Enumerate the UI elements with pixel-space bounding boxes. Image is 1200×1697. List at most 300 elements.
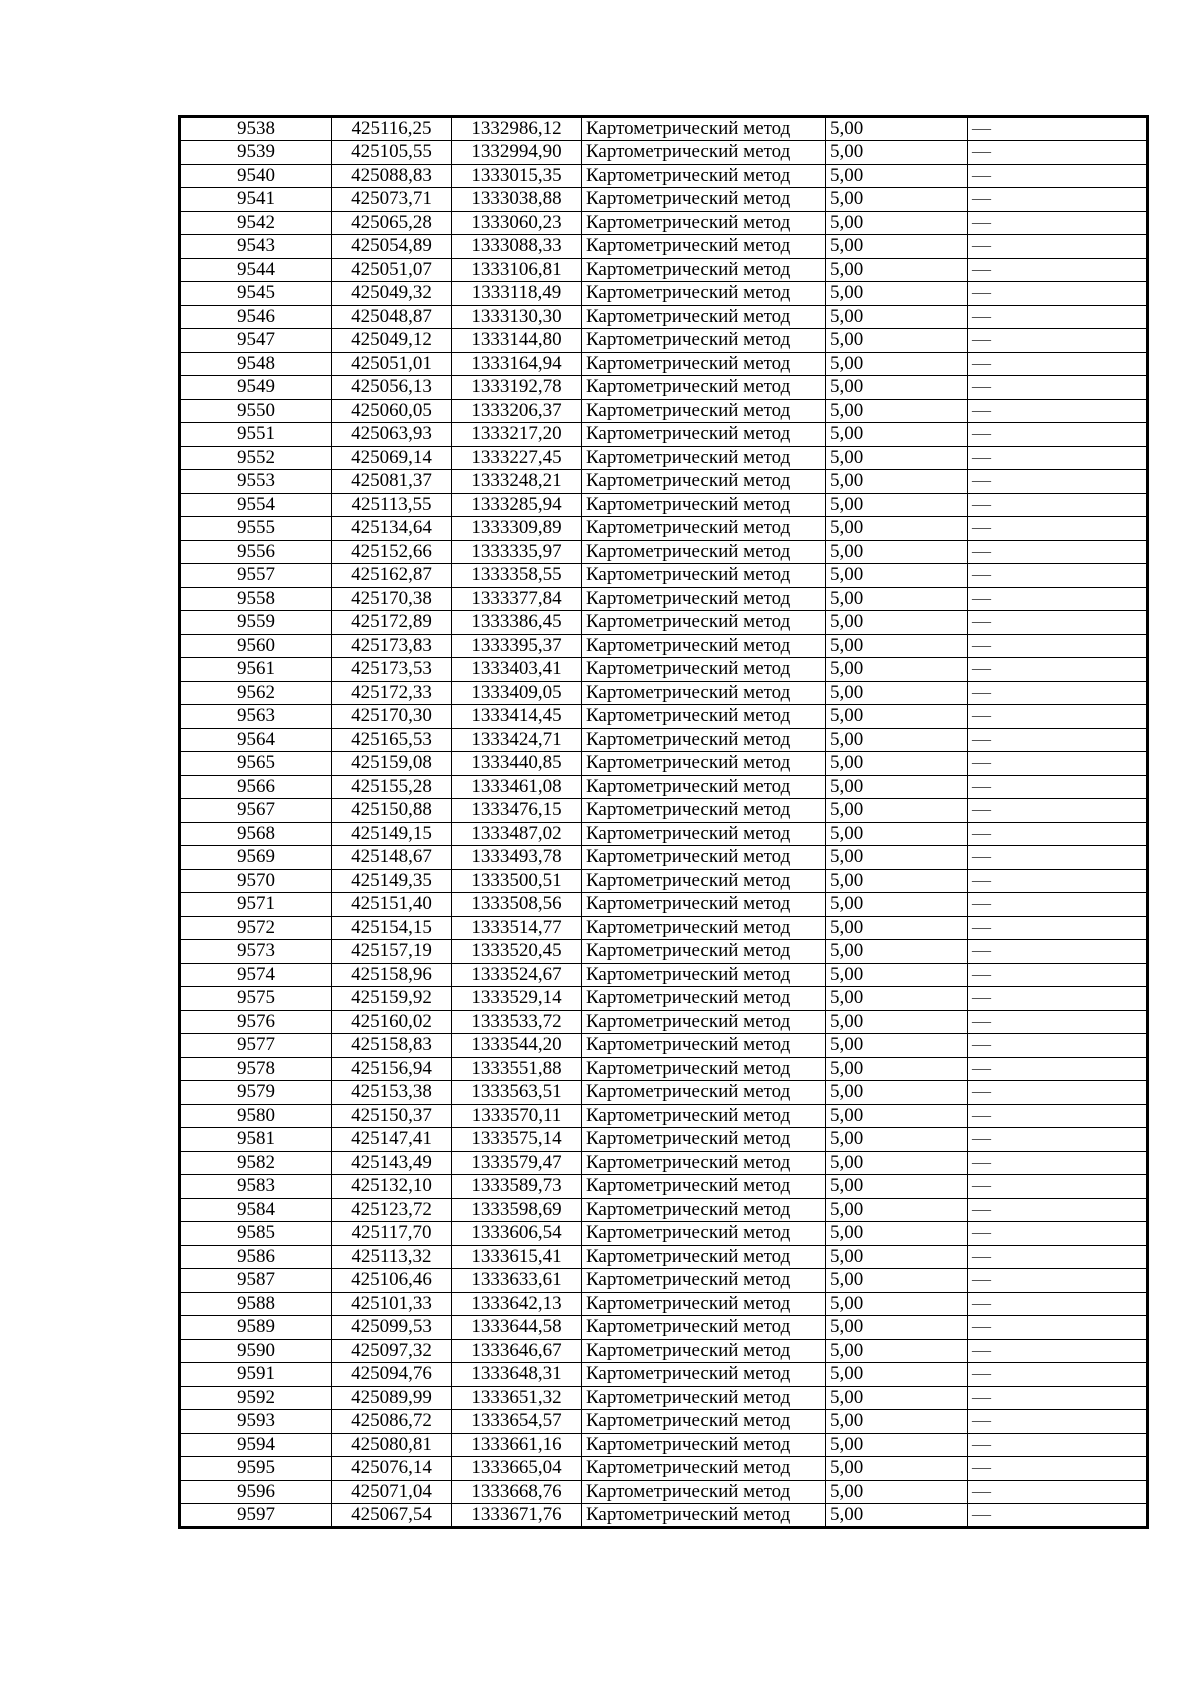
coord-y-cell: 1333395,37 bbox=[452, 634, 582, 658]
note-cell: — bbox=[968, 728, 1148, 752]
table-row bbox=[180, 940, 1148, 964]
note-cell: — bbox=[968, 893, 1148, 917]
table-row bbox=[180, 1034, 1148, 1058]
coord-x-cell: 425063,93 bbox=[332, 423, 452, 447]
error-cell: 5,00 bbox=[826, 1433, 968, 1457]
error-cell: 5,00 bbox=[826, 329, 968, 353]
method-cell: Картометрический метод bbox=[582, 1410, 826, 1434]
method-cell: Картометрический метод bbox=[582, 305, 826, 329]
table-row bbox=[180, 1433, 1148, 1457]
method-cell: Картометрический метод bbox=[582, 446, 826, 470]
error-cell: 5,00 bbox=[826, 1081, 968, 1105]
point-number-cell: 9561 bbox=[180, 658, 332, 682]
error-cell: 5,00 bbox=[826, 893, 968, 917]
coord-x-cell: 425165,53 bbox=[332, 728, 452, 752]
point-number-cell: 9553 bbox=[180, 470, 332, 494]
table-row bbox=[180, 1245, 1148, 1269]
note-cell: — bbox=[968, 634, 1148, 658]
coordinates-table-body bbox=[180, 117, 1148, 1528]
table-row bbox=[180, 493, 1148, 517]
method-cell: Картометрический метод bbox=[582, 1269, 826, 1293]
note-cell: — bbox=[968, 493, 1148, 517]
note-cell: — bbox=[968, 1198, 1148, 1222]
coord-y-cell: 1333118,49 bbox=[452, 282, 582, 306]
note-cell: — bbox=[968, 258, 1148, 282]
error-cell: 5,00 bbox=[826, 517, 968, 541]
error-cell: 5,00 bbox=[826, 611, 968, 635]
method-cell: Картометрический метод bbox=[582, 1057, 826, 1081]
coord-y-cell: 1333615,41 bbox=[452, 1245, 582, 1269]
method-cell: Картометрический метод bbox=[582, 517, 826, 541]
note-cell: — bbox=[968, 752, 1148, 776]
coord-x-cell: 425069,14 bbox=[332, 446, 452, 470]
method-cell: Картометрический метод bbox=[582, 1339, 826, 1363]
method-cell: Картометрический метод bbox=[582, 352, 826, 376]
coord-y-cell: 1333358,55 bbox=[452, 564, 582, 588]
table-row bbox=[180, 846, 1148, 870]
coord-y-cell: 1333648,31 bbox=[452, 1363, 582, 1387]
point-number-cell: 9586 bbox=[180, 1245, 332, 1269]
coord-x-cell: 425048,87 bbox=[332, 305, 452, 329]
note-cell: — bbox=[968, 446, 1148, 470]
coord-y-cell: 1333309,89 bbox=[452, 517, 582, 541]
note-cell: — bbox=[968, 775, 1148, 799]
error-cell: 5,00 bbox=[826, 305, 968, 329]
coord-x-cell: 425094,76 bbox=[332, 1363, 452, 1387]
error-cell: 5,00 bbox=[826, 728, 968, 752]
coord-x-cell: 425159,92 bbox=[332, 987, 452, 1011]
note-cell: — bbox=[968, 1034, 1148, 1058]
error-cell: 5,00 bbox=[826, 188, 968, 212]
method-cell: Картометрический метод bbox=[582, 117, 826, 141]
coord-y-cell: 1333106,81 bbox=[452, 258, 582, 282]
point-number-cell: 9543 bbox=[180, 235, 332, 259]
point-number-cell: 9560 bbox=[180, 634, 332, 658]
coord-x-cell: 425106,46 bbox=[332, 1269, 452, 1293]
method-cell: Картометрический метод bbox=[582, 1034, 826, 1058]
coord-x-cell: 425051,07 bbox=[332, 258, 452, 282]
table-row bbox=[180, 1222, 1148, 1246]
table-row bbox=[180, 540, 1148, 564]
error-cell: 5,00 bbox=[826, 1198, 968, 1222]
coord-y-cell: 1333285,94 bbox=[452, 493, 582, 517]
point-number-cell: 9595 bbox=[180, 1457, 332, 1481]
method-cell: Картометрический метод bbox=[582, 423, 826, 447]
coord-x-cell: 425097,32 bbox=[332, 1339, 452, 1363]
error-cell: 5,00 bbox=[826, 775, 968, 799]
coord-y-cell: 1333544,20 bbox=[452, 1034, 582, 1058]
method-cell: Картометрический метод bbox=[582, 728, 826, 752]
coord-x-cell: 425076,14 bbox=[332, 1457, 452, 1481]
note-cell: — bbox=[968, 470, 1148, 494]
note-cell: — bbox=[968, 141, 1148, 165]
coord-x-cell: 425081,37 bbox=[332, 470, 452, 494]
method-cell: Картометрический метод bbox=[582, 846, 826, 870]
point-number-cell: 9555 bbox=[180, 517, 332, 541]
coord-x-cell: 425150,37 bbox=[332, 1104, 452, 1128]
coord-x-cell: 425088,83 bbox=[332, 164, 452, 188]
coord-x-cell: 425134,64 bbox=[332, 517, 452, 541]
coord-y-cell: 1333248,21 bbox=[452, 470, 582, 494]
method-cell: Картометрический метод bbox=[582, 1081, 826, 1105]
note-cell: — bbox=[968, 1433, 1148, 1457]
table-row bbox=[180, 305, 1148, 329]
coord-y-cell: 1333500,51 bbox=[452, 869, 582, 893]
note-cell: — bbox=[968, 305, 1148, 329]
method-cell: Картометрический метод bbox=[582, 987, 826, 1011]
method-cell: Картометрический метод bbox=[582, 1104, 826, 1128]
error-cell: 5,00 bbox=[826, 1222, 968, 1246]
error-cell: 5,00 bbox=[826, 164, 968, 188]
point-number-cell: 9540 bbox=[180, 164, 332, 188]
method-cell: Картометрический метод bbox=[582, 681, 826, 705]
error-cell: 5,00 bbox=[826, 1292, 968, 1316]
note-cell: — bbox=[968, 117, 1148, 141]
coord-x-cell: 425173,53 bbox=[332, 658, 452, 682]
point-number-cell: 9572 bbox=[180, 916, 332, 940]
point-number-cell: 9566 bbox=[180, 775, 332, 799]
note-cell: — bbox=[968, 681, 1148, 705]
point-number-cell: 9590 bbox=[180, 1339, 332, 1363]
error-cell: 5,00 bbox=[826, 423, 968, 447]
coord-y-cell: 1333533,72 bbox=[452, 1010, 582, 1034]
method-cell: Картометрический метод bbox=[582, 775, 826, 799]
table-row bbox=[180, 1175, 1148, 1199]
coord-x-cell: 425160,02 bbox=[332, 1010, 452, 1034]
error-cell: 5,00 bbox=[826, 1010, 968, 1034]
table-row bbox=[180, 916, 1148, 940]
point-number-cell: 9574 bbox=[180, 963, 332, 987]
table-row bbox=[180, 258, 1148, 282]
method-cell: Картометрический метод bbox=[582, 1292, 826, 1316]
point-number-cell: 9575 bbox=[180, 987, 332, 1011]
note-cell: — bbox=[968, 705, 1148, 729]
coord-x-cell: 425172,33 bbox=[332, 681, 452, 705]
error-cell: 5,00 bbox=[826, 587, 968, 611]
note-cell: — bbox=[968, 799, 1148, 823]
method-cell: Картометрический метод bbox=[582, 540, 826, 564]
point-number-cell: 9562 bbox=[180, 681, 332, 705]
note-cell: — bbox=[968, 399, 1148, 423]
coord-y-cell: 1333377,84 bbox=[452, 587, 582, 611]
note-cell: — bbox=[968, 1269, 1148, 1293]
note-cell: — bbox=[968, 1245, 1148, 1269]
method-cell: Картометрический метод bbox=[582, 893, 826, 917]
note-cell: — bbox=[968, 188, 1148, 212]
coord-x-cell: 425154,15 bbox=[332, 916, 452, 940]
note-cell: — bbox=[968, 352, 1148, 376]
note-cell: — bbox=[968, 329, 1148, 353]
point-number-cell: 9567 bbox=[180, 799, 332, 823]
table-row bbox=[180, 822, 1148, 846]
coord-y-cell: 1333476,15 bbox=[452, 799, 582, 823]
coord-x-cell: 425117,70 bbox=[332, 1222, 452, 1246]
error-cell: 5,00 bbox=[826, 470, 968, 494]
note-cell: — bbox=[968, 517, 1148, 541]
error-cell: 5,00 bbox=[826, 1104, 968, 1128]
method-cell: Картометрический метод bbox=[582, 1433, 826, 1457]
point-number-cell: 9582 bbox=[180, 1151, 332, 1175]
error-cell: 5,00 bbox=[826, 1410, 968, 1434]
note-cell: — bbox=[968, 963, 1148, 987]
coord-x-cell: 425170,30 bbox=[332, 705, 452, 729]
coord-y-cell: 1333130,30 bbox=[452, 305, 582, 329]
note-cell: — bbox=[968, 658, 1148, 682]
error-cell: 5,00 bbox=[826, 211, 968, 235]
note-cell: — bbox=[968, 1222, 1148, 1246]
point-number-cell: 9538 bbox=[180, 117, 332, 141]
error-cell: 5,00 bbox=[826, 963, 968, 987]
point-number-cell: 9587 bbox=[180, 1269, 332, 1293]
coord-y-cell: 1333644,58 bbox=[452, 1316, 582, 1340]
coord-x-cell: 425071,04 bbox=[332, 1480, 452, 1504]
table-row bbox=[180, 634, 1148, 658]
error-cell: 5,00 bbox=[826, 634, 968, 658]
method-cell: Картометрический метод bbox=[582, 1198, 826, 1222]
table-row bbox=[180, 1151, 1148, 1175]
method-cell: Картометрический метод bbox=[582, 1363, 826, 1387]
coord-x-cell: 425067,54 bbox=[332, 1504, 452, 1528]
coord-y-cell: 1333598,69 bbox=[452, 1198, 582, 1222]
point-number-cell: 9588 bbox=[180, 1292, 332, 1316]
method-cell: Картометрический метод bbox=[582, 164, 826, 188]
table-row bbox=[180, 728, 1148, 752]
table-row bbox=[180, 329, 1148, 353]
method-cell: Картометрический метод bbox=[582, 258, 826, 282]
error-cell: 5,00 bbox=[826, 399, 968, 423]
coord-y-cell: 1333424,71 bbox=[452, 728, 582, 752]
method-cell: Картометрический метод bbox=[582, 376, 826, 400]
coord-x-cell: 425049,32 bbox=[332, 282, 452, 306]
table-row bbox=[180, 1081, 1148, 1105]
method-cell: Картометрический метод bbox=[582, 658, 826, 682]
note-cell: — bbox=[968, 846, 1148, 870]
error-cell: 5,00 bbox=[826, 493, 968, 517]
coord-y-cell: 1333606,54 bbox=[452, 1222, 582, 1246]
point-number-cell: 9556 bbox=[180, 540, 332, 564]
table-row bbox=[180, 611, 1148, 635]
error-cell: 5,00 bbox=[826, 117, 968, 141]
method-cell: Картометрический метод bbox=[582, 329, 826, 353]
method-cell: Картометрический метод bbox=[582, 282, 826, 306]
error-cell: 5,00 bbox=[826, 1151, 968, 1175]
table-row bbox=[180, 1457, 1148, 1481]
table-row bbox=[180, 705, 1148, 729]
method-cell: Картометрический метод bbox=[582, 1316, 826, 1340]
point-number-cell: 9564 bbox=[180, 728, 332, 752]
point-number-cell: 9568 bbox=[180, 822, 332, 846]
error-cell: 5,00 bbox=[826, 282, 968, 306]
point-number-cell: 9549 bbox=[180, 376, 332, 400]
point-number-cell: 9554 bbox=[180, 493, 332, 517]
point-number-cell: 9593 bbox=[180, 1410, 332, 1434]
coord-x-cell: 425143,49 bbox=[332, 1151, 452, 1175]
coord-x-cell: 425113,32 bbox=[332, 1245, 452, 1269]
note-cell: — bbox=[968, 822, 1148, 846]
note-cell: — bbox=[968, 611, 1148, 635]
coord-x-cell: 425158,96 bbox=[332, 963, 452, 987]
coord-y-cell: 1333563,51 bbox=[452, 1081, 582, 1105]
coord-x-cell: 425155,28 bbox=[332, 775, 452, 799]
method-cell: Картометрический метод bbox=[582, 211, 826, 235]
coord-x-cell: 425056,13 bbox=[332, 376, 452, 400]
method-cell: Картометрический метод bbox=[582, 493, 826, 517]
error-cell: 5,00 bbox=[826, 1269, 968, 1293]
note-cell: — bbox=[968, 423, 1148, 447]
coord-y-cell: 1333227,45 bbox=[452, 446, 582, 470]
error-cell: 5,00 bbox=[826, 1057, 968, 1081]
method-cell: Картометрический метод bbox=[582, 1480, 826, 1504]
table-row bbox=[180, 1057, 1148, 1081]
table-row bbox=[180, 1104, 1148, 1128]
note-cell: — bbox=[968, 1316, 1148, 1340]
coord-y-cell: 1333192,78 bbox=[452, 376, 582, 400]
coord-x-cell: 425089,99 bbox=[332, 1386, 452, 1410]
method-cell: Картометрический метод bbox=[582, 1151, 826, 1175]
method-cell: Картометрический метод bbox=[582, 1457, 826, 1481]
error-cell: 5,00 bbox=[826, 540, 968, 564]
point-number-cell: 9594 bbox=[180, 1433, 332, 1457]
point-number-cell: 9573 bbox=[180, 940, 332, 964]
coord-y-cell: 1333633,61 bbox=[452, 1269, 582, 1293]
note-cell: — bbox=[968, 987, 1148, 1011]
error-cell: 5,00 bbox=[826, 1128, 968, 1152]
coord-y-cell: 1333579,47 bbox=[452, 1151, 582, 1175]
note-cell: — bbox=[968, 940, 1148, 964]
coord-y-cell: 1332986,12 bbox=[452, 117, 582, 141]
table-row bbox=[180, 164, 1148, 188]
point-number-cell: 9578 bbox=[180, 1057, 332, 1081]
coord-y-cell: 1333487,02 bbox=[452, 822, 582, 846]
point-number-cell: 9546 bbox=[180, 305, 332, 329]
table-row bbox=[180, 517, 1148, 541]
coord-x-cell: 425116,25 bbox=[332, 117, 452, 141]
coord-y-cell: 1333589,73 bbox=[452, 1175, 582, 1199]
method-cell: Картометрический метод bbox=[582, 752, 826, 776]
coord-y-cell: 1333414,45 bbox=[452, 705, 582, 729]
method-cell: Картометрический метод bbox=[582, 1504, 826, 1528]
table-row bbox=[180, 987, 1148, 1011]
table-row bbox=[180, 1504, 1148, 1528]
table-row bbox=[180, 1339, 1148, 1363]
table-row bbox=[180, 1010, 1148, 1034]
error-cell: 5,00 bbox=[826, 987, 968, 1011]
error-cell: 5,00 bbox=[826, 1480, 968, 1504]
method-cell: Картометрический метод bbox=[582, 940, 826, 964]
method-cell: Картометрический метод bbox=[582, 235, 826, 259]
error-cell: 5,00 bbox=[826, 822, 968, 846]
point-number-cell: 9565 bbox=[180, 752, 332, 776]
coord-y-cell: 1333570,11 bbox=[452, 1104, 582, 1128]
coord-y-cell: 1333038,88 bbox=[452, 188, 582, 212]
error-cell: 5,00 bbox=[826, 752, 968, 776]
point-number-cell: 9597 bbox=[180, 1504, 332, 1528]
coord-y-cell: 1333651,32 bbox=[452, 1386, 582, 1410]
point-number-cell: 9548 bbox=[180, 352, 332, 376]
point-number-cell: 9583 bbox=[180, 1175, 332, 1199]
coord-y-cell: 1333164,94 bbox=[452, 352, 582, 376]
error-cell: 5,00 bbox=[826, 1386, 968, 1410]
method-cell: Картометрический метод bbox=[582, 470, 826, 494]
note-cell: — bbox=[968, 1363, 1148, 1387]
point-number-cell: 9571 bbox=[180, 893, 332, 917]
coord-x-cell: 425159,08 bbox=[332, 752, 452, 776]
note-cell: — bbox=[968, 1410, 1148, 1434]
point-number-cell: 9559 bbox=[180, 611, 332, 635]
table-row bbox=[180, 1292, 1148, 1316]
method-cell: Картометрический метод bbox=[582, 869, 826, 893]
coord-y-cell: 1333088,33 bbox=[452, 235, 582, 259]
table-row bbox=[180, 775, 1148, 799]
error-cell: 5,00 bbox=[826, 916, 968, 940]
error-cell: 5,00 bbox=[826, 681, 968, 705]
table-row bbox=[180, 1480, 1148, 1504]
table-row bbox=[180, 869, 1148, 893]
coord-y-cell: 1333665,04 bbox=[452, 1457, 582, 1481]
coord-x-cell: 425065,28 bbox=[332, 211, 452, 235]
method-cell: Картометрический метод bbox=[582, 1175, 826, 1199]
error-cell: 5,00 bbox=[826, 705, 968, 729]
table-row bbox=[180, 681, 1148, 705]
error-cell: 5,00 bbox=[826, 846, 968, 870]
table-row bbox=[180, 399, 1148, 423]
method-cell: Картометрический метод bbox=[582, 188, 826, 212]
point-number-cell: 9558 bbox=[180, 587, 332, 611]
error-cell: 5,00 bbox=[826, 352, 968, 376]
note-cell: — bbox=[968, 540, 1148, 564]
point-number-cell: 9552 bbox=[180, 446, 332, 470]
table-row bbox=[180, 1269, 1148, 1293]
method-cell: Картометрический метод bbox=[582, 1128, 826, 1152]
table-row bbox=[180, 117, 1148, 141]
error-cell: 5,00 bbox=[826, 869, 968, 893]
coord-x-cell: 425086,72 bbox=[332, 1410, 452, 1434]
error-cell: 5,00 bbox=[826, 1339, 968, 1363]
coord-x-cell: 425051,01 bbox=[332, 352, 452, 376]
method-cell: Картометрический метод bbox=[582, 141, 826, 165]
table-row bbox=[180, 963, 1148, 987]
note-cell: — bbox=[968, 1151, 1148, 1175]
table-row bbox=[180, 423, 1148, 447]
method-cell: Картометрический метод bbox=[582, 822, 826, 846]
point-number-cell: 9589 bbox=[180, 1316, 332, 1340]
table-row bbox=[180, 1410, 1148, 1434]
note-cell: — bbox=[968, 1480, 1148, 1504]
point-number-cell: 9592 bbox=[180, 1386, 332, 1410]
error-cell: 5,00 bbox=[826, 940, 968, 964]
method-cell: Картометрический метод bbox=[582, 564, 826, 588]
coord-x-cell: 425060,05 bbox=[332, 399, 452, 423]
error-cell: 5,00 bbox=[826, 1504, 968, 1528]
table-row bbox=[180, 564, 1148, 588]
note-cell: — bbox=[968, 1457, 1148, 1481]
note-cell: — bbox=[968, 1010, 1148, 1034]
point-number-cell: 9539 bbox=[180, 141, 332, 165]
method-cell: Картометрический метод bbox=[582, 1010, 826, 1034]
coord-x-cell: 425147,41 bbox=[332, 1128, 452, 1152]
note-cell: — bbox=[968, 1081, 1148, 1105]
error-cell: 5,00 bbox=[826, 376, 968, 400]
coord-y-cell: 1333217,20 bbox=[452, 423, 582, 447]
table-row bbox=[180, 1386, 1148, 1410]
table-row bbox=[180, 211, 1148, 235]
coord-y-cell: 1333403,41 bbox=[452, 658, 582, 682]
note-cell: — bbox=[968, 376, 1148, 400]
point-number-cell: 9569 bbox=[180, 846, 332, 870]
point-number-cell: 9550 bbox=[180, 399, 332, 423]
error-cell: 5,00 bbox=[826, 1245, 968, 1269]
table-row bbox=[180, 587, 1148, 611]
